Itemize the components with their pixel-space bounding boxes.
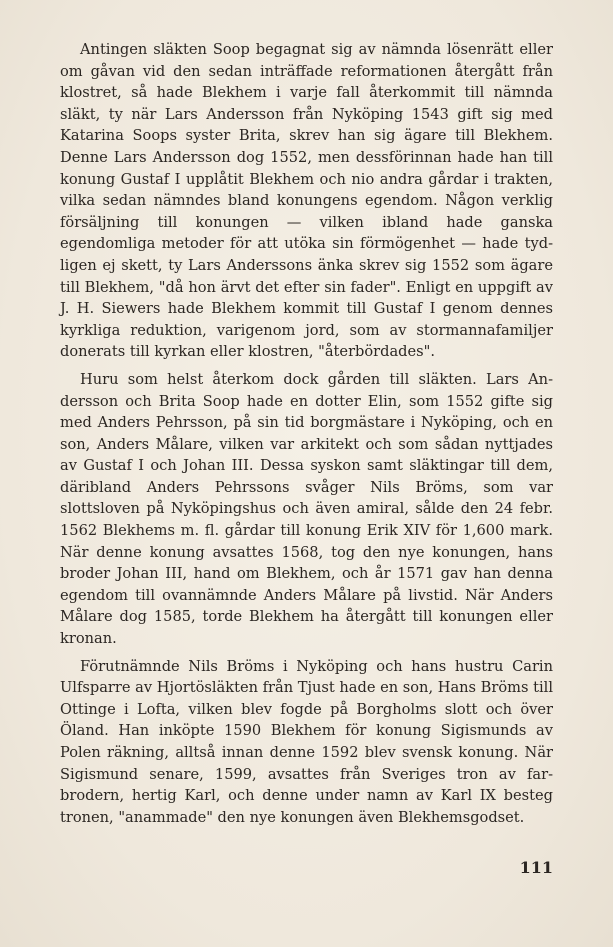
body-text — [60, 39, 553, 828]
paragraph-2: Huru som helst återkom dock gården till släkten. Lars Andersson och Brita Soop hade en dotter Elin, som 1552 gifte sig med Anders Pehrsson, på sin tid borgmästare i Nyköping, och en son, Anders Målare, vilken var arkitekt och som sådan nyttjades av Gustaf I och Johan III. Dessa syskon samt släktingar till dem, däribland Anders Pehrssons svåger Nils Bröms, som var slottsloven på Nyköpingshus och även amiral, sålde den 24 febr. 1562 Blekhems m. fl. gårdar till konung Erik XIV för 1,600 mark. När denne konung avsattes 1568, tog den nye konungen, hans broder Johan III, hand om Blekhem, och år 1571 gav han denna egendom till ovannämnde Anders Målare på livstid. När Anders Målare dog 1585, torde Blekhem ha återgått till konungen eller kronan. — [60, 370, 553, 648]
paragraph-1: Antingen släkten Soop begagnat sig av nämnda lösenrätt eller om gåvan vid den sedan inträffade reformationen återgått från klostret, så hade Blekhem i varje fall återkommit till nämnda släkt, ty när Lars Andersson från Nyköping 1543 gift sig med Katarina Soops syster Brita, skrev han sig ägare till Blekhem. Denne Lars Andersson dog 1552, men dessförinnan hade han till konung Gustaf I upplåtit Blekhem och nio andra gårdar i trakten, vilka sedan nämndes bland konungens egendom. Någon verklig försäljning till konungen — vilken ibland hade ganska egendomliga metoder för att utöka sin förmögenhet — hade tydligen ej skett, ty Lars Anderssons änka skrev sig 1552 som ägare till Blekhem, "då hon ärvt det efter sin fader". Enligt en uppgift av J. H. Siewers hade Blekhem kommit till Gustaf I genom dennes kyrkliga reduktion, varigenom jord, som av stormannafamiljer donerats till kyrkan eller klostren, "återbördades". — [60, 41, 553, 361]
paragraph-3: Förutnämnde Nils Bröms i Nyköping och hans hustru Carin Ulfsparre av Hjortösläkten från Tjust hade en son, Hans Bröms till Ottinge i Lofta, vilken blev fogde på Borgholms slott och över Öland. Han inköpte 1590 Blekhem för konung Sigismunds av Polen räkning, alltså innan denne 1592 blev svensk konung. När Sigismund senare, 1599, avsattes från Sveriges tron av farbrodern, hertig Karl, och denne under namn av Karl IX besteg tronen, "anammade" den nye konungen även Blekhemsgodset. — [60, 657, 554, 826]
page-number: 111 — [519, 858, 553, 877]
